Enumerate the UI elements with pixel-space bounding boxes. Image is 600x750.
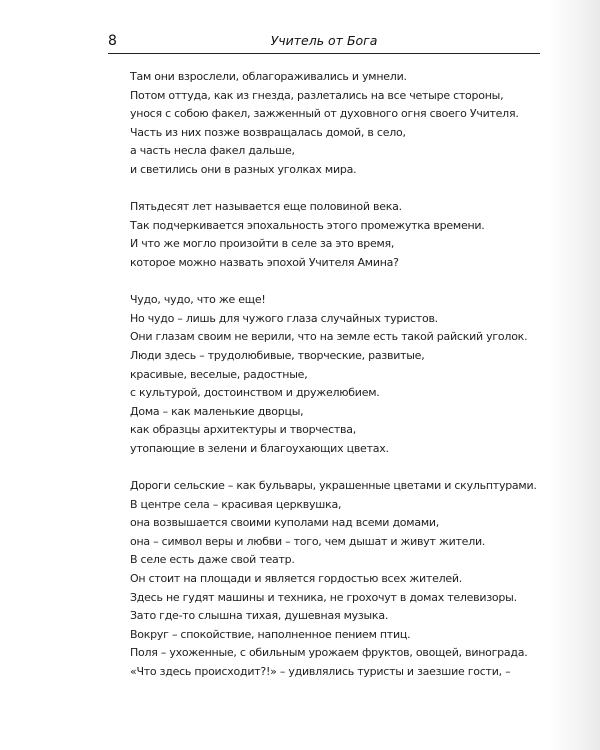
page-number: 8 [108, 33, 117, 49]
text-line: Часть из них позже возвращалась домой, в село, [130, 125, 406, 139]
text-line: Люди здесь – трудолюбивые, творческие, развитые, [130, 348, 425, 362]
text-line: с культурой, достоинством и дружелюбием. [130, 386, 380, 400]
text-line: В селе есть даже свой театр. [130, 553, 295, 567]
stanza [130, 68, 530, 180]
text-line: красивые, веселые, радостные, [130, 367, 308, 381]
text-line: Потом оттуда, как из гнезда, разлетались на все четыре стороны, [130, 88, 504, 102]
text-line: а часть несла факел дальше, [130, 144, 295, 158]
text-line: Но чудо – лишь для чужого глаза случайных туристов. [130, 311, 438, 325]
text-line: Чудо, чудо, что же еще! [130, 293, 266, 307]
text-line: Так подчеркивается эпохальность этого промежутка времени. [130, 218, 485, 232]
text-line: В центре села – красивая церквушка, [130, 497, 342, 511]
stanza [130, 198, 530, 272]
stanza [130, 291, 530, 458]
text-line: как образцы архитектуры и творчества, [130, 423, 357, 437]
text-line: и светились они в разных уголках мира. [130, 162, 357, 176]
stanza [130, 477, 537, 682]
text-line: Поля – ухоженные, с обильным урожаем фруктов, овощей, винограда. [130, 646, 528, 660]
text-line: Здесь не гудят машины и техника, не грохочут в домах телевизоры. [130, 590, 517, 604]
text-line: Там они взрослели, облагораживались и умнели. [130, 70, 407, 83]
text-line: она – символ веры и любви – того, чем дышат и живут жители. [130, 534, 486, 548]
text-line: она возвышается своими куполами над всеми домами, [130, 516, 440, 530]
page-edge-shadow [548, 0, 600, 750]
text-line: Дома – как маленькие дворцы, [130, 404, 304, 418]
text-line: Вокруг – спокойствие, наполненное пением птиц. [130, 627, 411, 641]
page-header [108, 33, 540, 53]
text-line: утопающие в зелени и благоухающих цветах. [130, 441, 389, 455]
text-line: Пятьдесят лет называется еще половиной века. [130, 200, 402, 214]
text-line: которое можно назвать эпохой Учителя Амина? [130, 255, 399, 269]
header-rule [108, 53, 540, 54]
text-line: Они глазам своим не верили, что на земле есть такой райский уголок. [130, 330, 528, 344]
text-line: «Что здесь происходит?!» – удивлялись туристы и заезшие гости, – [130, 665, 511, 678]
text-line: Дороги сельские – как бульвары, украшенные цветами и скульптурами. [130, 479, 537, 493]
text-line: унося с собою факел, зажженный от духовного огня своего Учителя. [130, 107, 519, 121]
poem-text [130, 68, 537, 682]
text-line: И что же могло произойти в селе за это время, [130, 237, 395, 251]
running-title: Учитель от Бога [270, 33, 378, 48]
text-line: Он стоит на площади и является гордостью всех жителей. [130, 572, 463, 586]
text-line: Зато где-то слышна тихая, душевная музыка. [130, 609, 389, 623]
